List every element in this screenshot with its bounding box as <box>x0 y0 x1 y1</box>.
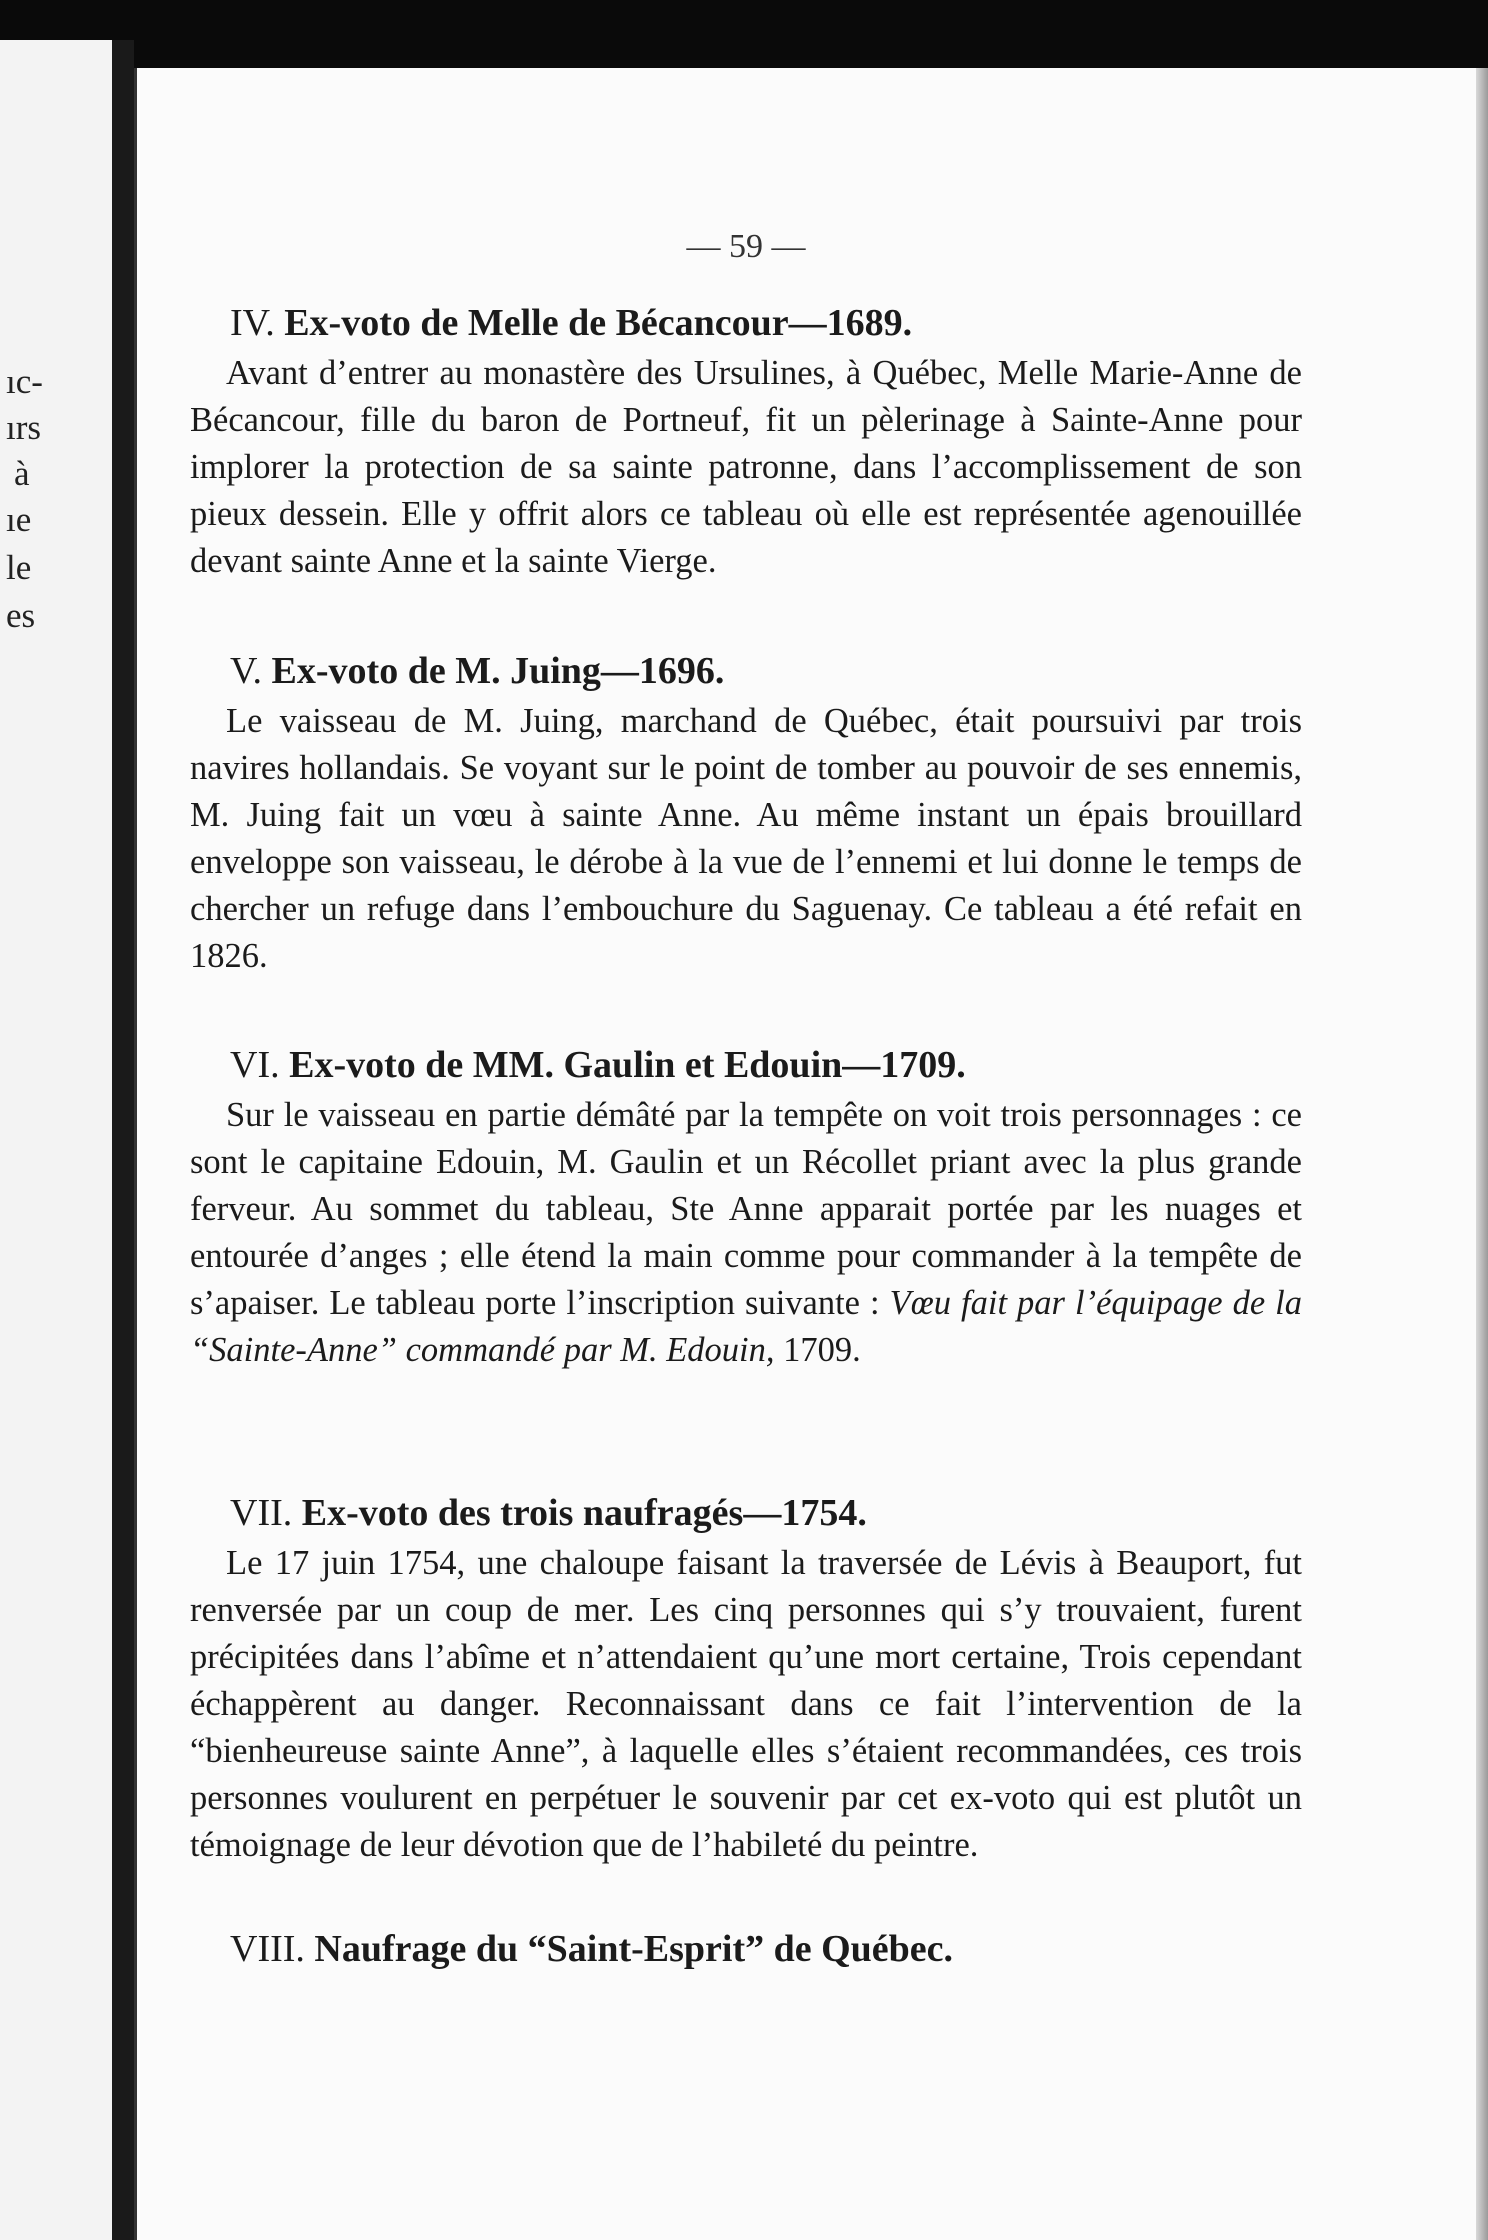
book-gutter <box>112 40 134 2240</box>
section-heading-v <box>230 646 724 696</box>
section-heading-iv <box>230 298 912 348</box>
section-title: Naufrage du “Saint-Esprit” de Québec. <box>314 1928 954 1970</box>
section-number: VII. <box>230 1492 293 1534</box>
page-edge-shadow <box>1476 68 1488 2240</box>
section-title: Ex-voto de Melle de Bécancour—1689. <box>284 302 913 344</box>
section-title: Ex-voto des trois naufragés—1754. <box>301 1492 867 1534</box>
page-number: — 59 — <box>686 228 806 265</box>
inscription-year: 1709. <box>774 1331 861 1369</box>
facing-page-fragment: le <box>6 548 32 587</box>
section-number: V. <box>230 650 263 692</box>
section-title: Ex-voto de MM. Gaulin et Edouin—1709. <box>289 1044 966 1086</box>
facing-page-edge <box>0 40 112 2240</box>
facing-page-fragment: à <box>14 454 30 493</box>
facing-page-fragment: ıe <box>6 500 32 539</box>
paragraph-text: Sur le vaisseau en partie démâté par la tempête on voit trois personnages : ce sont le capitaine Edouin, M. Gaulin et un Récollet priant avec la plus grande ferveur. Au sommet du tableau, Ste Anne apparait portée par les nuages et entourée d’anges ; elle étend la main comme pour commander à la tempête de s’apaiser. Le tableau porte l’inscription suivante : <box>190 1096 1302 1322</box>
inscription-text: Vœu fait par l’équipage de la “Sainte-Anne” commandé par M. Edouin, <box>190 1284 1303 1369</box>
section-paragraph-iv: Avant d’entrer au monastère des Ursulines, à Québec, Melle Marie-Anne de Bécancour, fille du baron de Portneuf, fit un pèlerinage à Sainte-Anne pour implorer la protection de sa sainte patronne, dans l’accomplissement de son pieux dessein. Elle y offrit alors ce tableau où elle est représentée agenouillée devant sainte Anne et la sainte Vierge. <box>190 354 1302 580</box>
section-heading-vii <box>230 1488 867 1538</box>
section-number: IV. <box>230 302 275 344</box>
section-title: Ex-voto de M. Juing—1696. <box>271 650 725 692</box>
section-number: VIII. <box>230 1928 305 1970</box>
section-number: VI. <box>230 1044 280 1086</box>
section-heading-viii <box>230 1924 953 1974</box>
facing-page-fragment: ırs <box>6 408 41 447</box>
facing-page-fragment: ıc- <box>6 362 43 401</box>
section-paragraph-v: Le vaisseau de M. Juing, marchand de Québec, était poursuivi par trois navires hollandais. Se voyant sur le point de tomber au pouvoir de ses ennemis, M. Juing fait un vœu à sainte Anne. Au même instant un épais brouillard enveloppe son vaisseau, le dérobe à la vue de l’ennemi et lui donne le temps de chercher un refuge dans l’embouchure du Saguenay. Ce tableau a été refait en 1826. <box>190 702 1302 975</box>
section-paragraph-vii: Le 17 juin 1754, une chaloupe faisant la traversée de Lévis à Beauport, fut renversée par un coup de mer. Les cinq personnes qui s’y trouvaient, furent précipitées dans l’abîme et n’attendaient qu’une mort certaine, Trois cependant échappèrent au danger. Reconnaissant dans ce fait l’intervention de la “bienheureuse sainte Anne”, à laquelle elles s’étaient recommandées, ces trois personnes voulurent en perpétuer le souvenir par cet ex-voto qui est plutôt un témoignage de leur dévotion que de l’habileté du peintre. <box>190 1544 1302 1864</box>
section-paragraph-vi <box>190 1092 1302 1374</box>
section-heading-vi <box>230 1040 966 1090</box>
facing-page-fragment: es <box>6 596 36 635</box>
